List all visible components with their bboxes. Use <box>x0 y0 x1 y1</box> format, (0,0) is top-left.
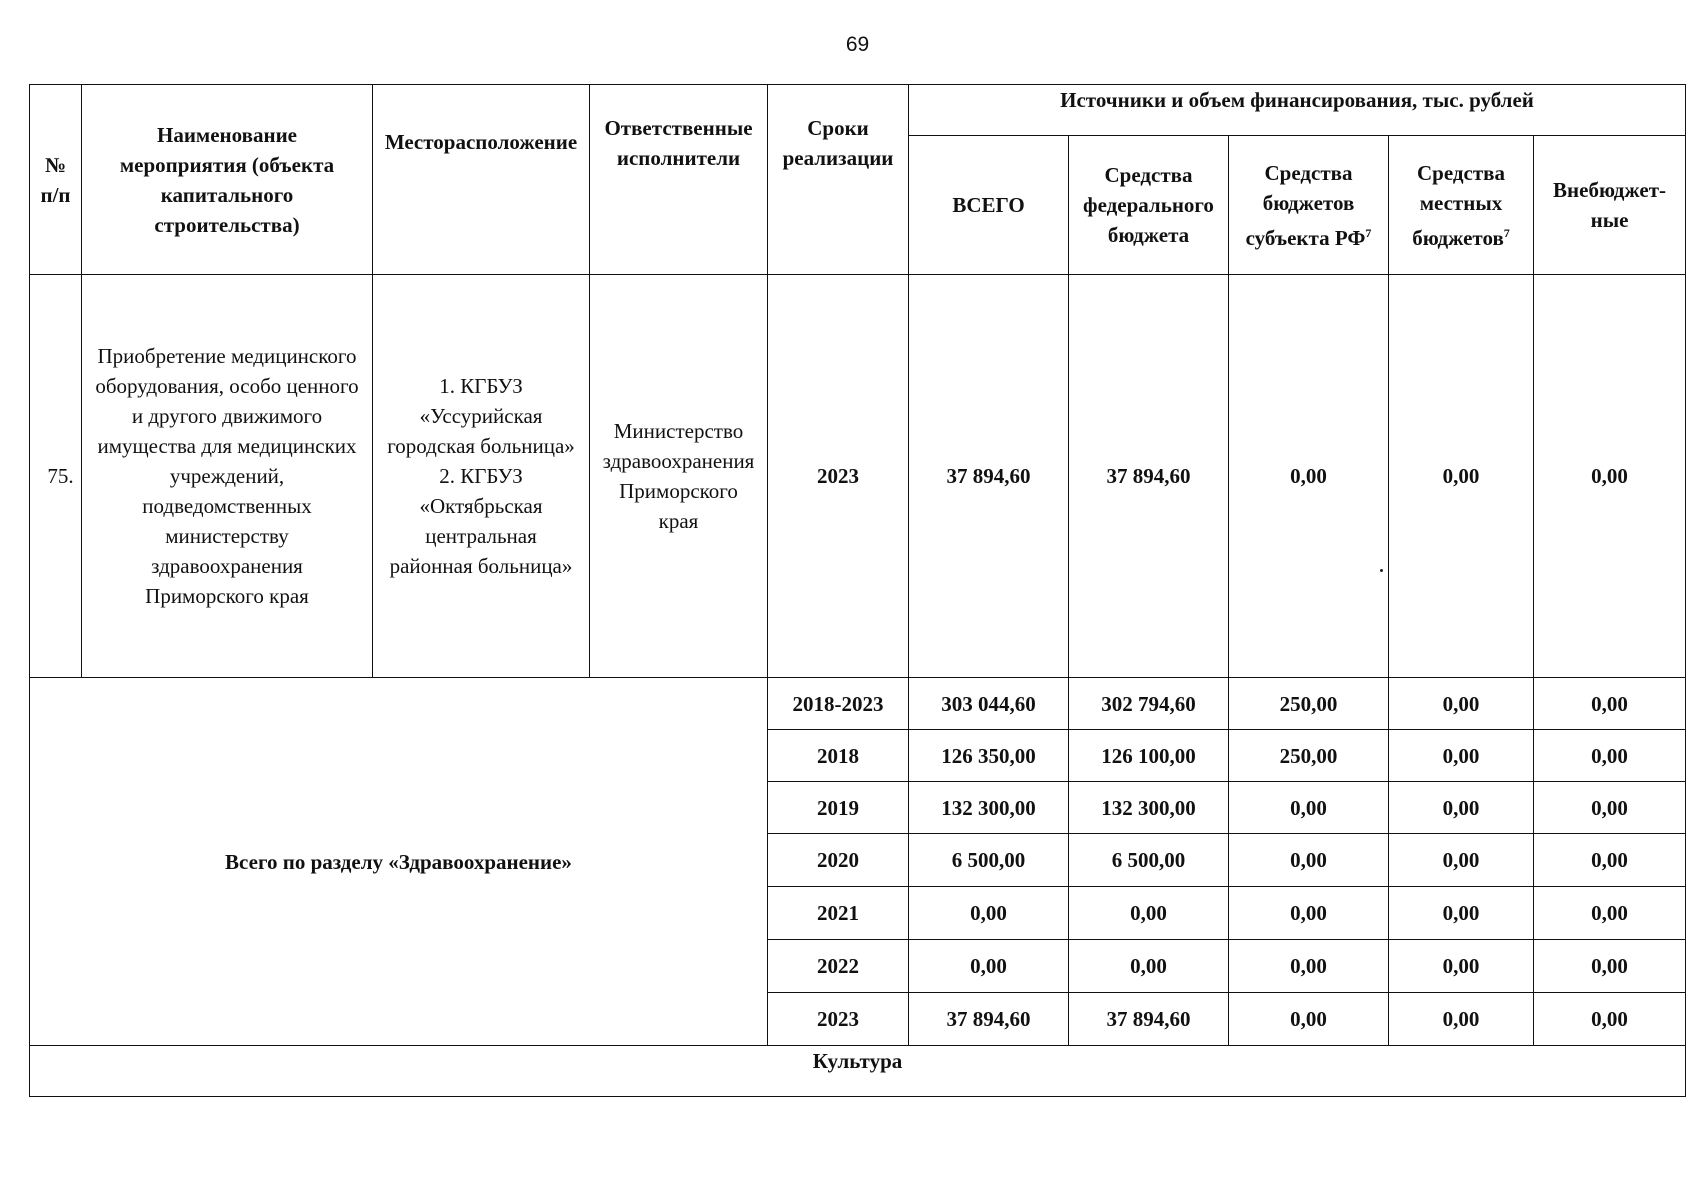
total-subject: 250,00 <box>1229 730 1389 782</box>
row-location: 1. КГБУЗ «Уссурийская городская больница» 2. КГБУЗ «Октябрьская центральная районная больница» <box>373 275 590 678</box>
total-offbudget: 0,00 <box>1534 730 1686 782</box>
header-federal: Средства федерального бюджета <box>1069 136 1229 275</box>
total-subject: 0,00 <box>1229 834 1389 887</box>
total-term: 2021 <box>768 887 909 940</box>
header-funding-group: Источники и объем финансирования, тыс. рублей <box>909 85 1686 136</box>
total-local: 0,00 <box>1389 834 1534 887</box>
total-term: 2023 <box>768 993 909 1046</box>
header-local <box>1389 136 1534 275</box>
total-offbudget: 0,00 <box>1534 940 1686 993</box>
total-total: 6 500,00 <box>909 834 1069 887</box>
row-term: 2023 <box>768 275 909 678</box>
header-local-label: Средства местных бюджетов <box>1412 160 1505 250</box>
header-location: Месторасположение <box>373 85 590 275</box>
header-terms: Сроки реализации <box>768 85 909 275</box>
total-term: 2020 <box>768 834 909 887</box>
row-name: Приобретение медицинского оборудования, особо ценного и другого движимого имущества для медицинских учреждений, подведомственных министерству здравоохранения Приморского края <box>82 275 373 678</box>
total-offbudget: 0,00 <box>1534 887 1686 940</box>
total-federal: 302 794,60 <box>1069 678 1229 730</box>
total-offbudget: 0,00 <box>1534 782 1686 834</box>
header-subject-label: Средства бюджетов субъекта РФ <box>1245 160 1366 250</box>
total-total: 0,00 <box>909 940 1069 993</box>
header-total: ВСЕГО <box>909 136 1069 275</box>
funding-table <box>29 84 1686 1097</box>
total-subject: 250,00 <box>1229 678 1389 730</box>
total-subject: 0,00 <box>1229 887 1389 940</box>
total-local: 0,00 <box>1389 887 1534 940</box>
header-name: Наименование мероприятия (объекта капитального строительства) <box>82 85 373 275</box>
row-local: 0,00 <box>1389 275 1534 678</box>
total-term: 2018 <box>768 730 909 782</box>
total-offbudget: 0,00 <box>1534 678 1686 730</box>
row-federal: 37 894,60 <box>1069 275 1229 678</box>
total-federal: 37 894,60 <box>1069 993 1229 1046</box>
scan-speck <box>1380 569 1383 572</box>
total-local: 0,00 <box>1389 993 1534 1046</box>
header-row-1 <box>30 85 1686 136</box>
total-total: 126 350,00 <box>909 730 1069 782</box>
header-offbudget: Внебюджет- ные <box>1534 136 1686 275</box>
row-offbudget: 0,00 <box>1534 275 1686 678</box>
total-local: 0,00 <box>1389 940 1534 993</box>
total-row <box>30 678 1686 730</box>
section-total-label: Всего по разделу «Здравоохранение» <box>30 678 768 1046</box>
total-local: 0,00 <box>1389 678 1534 730</box>
header-subject-note: 7 <box>1365 225 1372 240</box>
total-term: 2019 <box>768 782 909 834</box>
total-term: 2022 <box>768 940 909 993</box>
total-local: 0,00 <box>1389 782 1534 834</box>
row-total: 37 894,60 <box>909 275 1069 678</box>
row-num: 75. <box>30 275 82 678</box>
total-total: 0,00 <box>909 887 1069 940</box>
row-executors: Министерство здравоохранения Приморского края <box>590 275 768 678</box>
header-local-note: 7 <box>1503 225 1510 240</box>
section-heading-culture: Культура <box>30 1046 1686 1097</box>
total-total: 303 044,60 <box>909 678 1069 730</box>
total-subject: 0,00 <box>1229 782 1389 834</box>
total-local: 0,00 <box>1389 730 1534 782</box>
total-federal: 6 500,00 <box>1069 834 1229 887</box>
total-term: 2018-2023 <box>768 678 909 730</box>
total-federal: 132 300,00 <box>1069 782 1229 834</box>
header-num: № п/п <box>30 85 82 275</box>
total-offbudget: 0,00 <box>1534 993 1686 1046</box>
table-row <box>30 275 1686 678</box>
total-total: 37 894,60 <box>909 993 1069 1046</box>
total-subject: 0,00 <box>1229 993 1389 1046</box>
total-federal: 0,00 <box>1069 940 1229 993</box>
total-federal: 0,00 <box>1069 887 1229 940</box>
header-executors: Ответственные исполнители <box>590 85 768 275</box>
header-subject <box>1229 136 1389 275</box>
total-total: 132 300,00 <box>909 782 1069 834</box>
row-subject: 0,00 <box>1229 275 1389 678</box>
page-number: 69 <box>845 33 870 56</box>
total-federal: 126 100,00 <box>1069 730 1229 782</box>
section-heading-row <box>30 1046 1686 1097</box>
total-offbudget: 0,00 <box>1534 834 1686 887</box>
total-subject: 0,00 <box>1229 940 1389 993</box>
